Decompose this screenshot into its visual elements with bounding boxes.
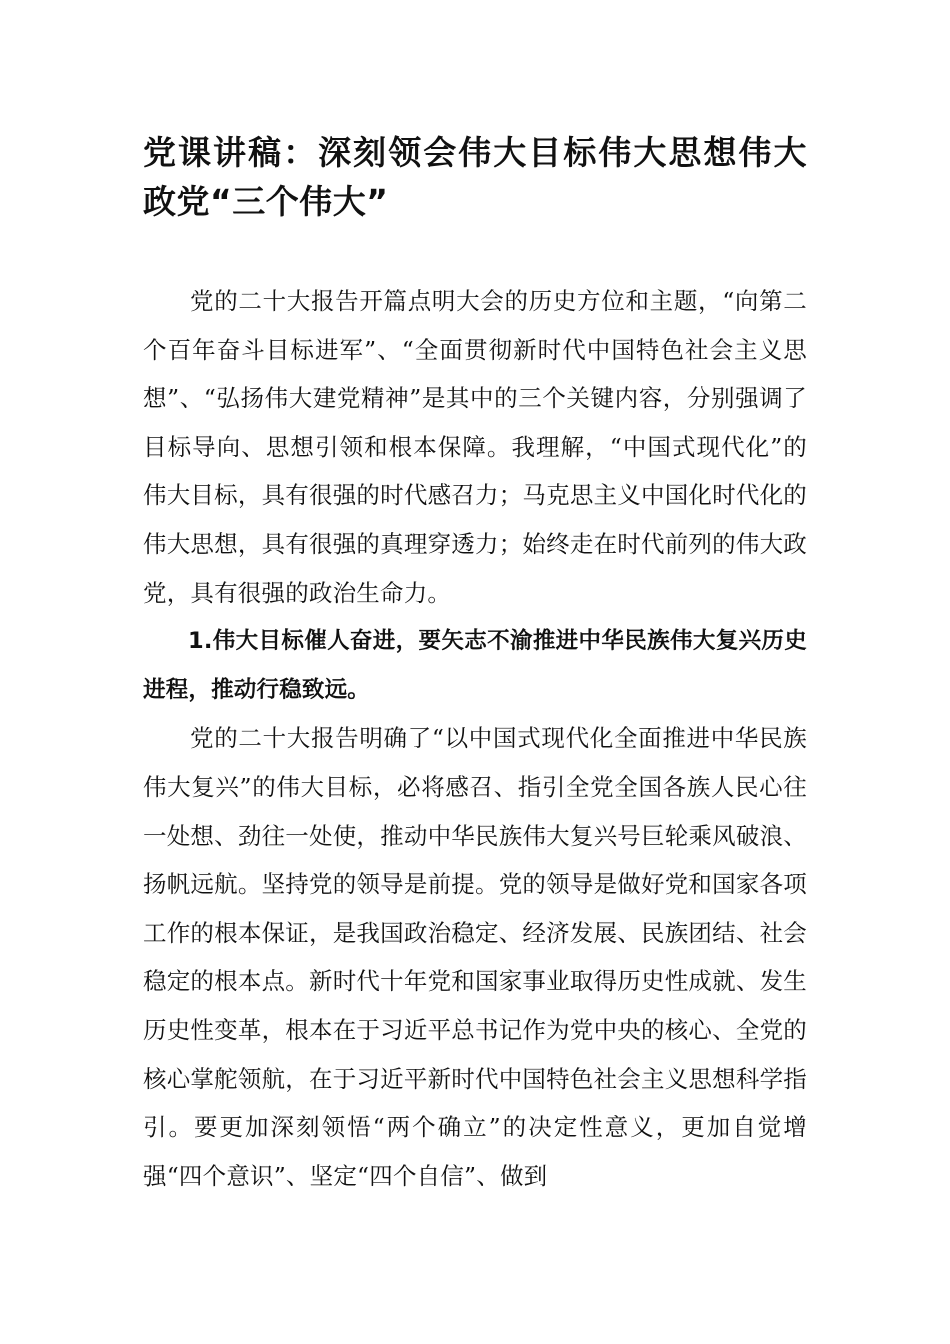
intro-paragraph: 党的二十大报告开篇点明大会的历史方位和主题，“向第二个百年奋斗目标进军”、“全面贯彻新时代中国特色社会主义思想”、“弘扬伟大建党精神”是其中的三个关键内容，分别强调了目标导向、思想引领和根本保障。我理解，“中国式现代化”的伟大目标，具有很强的时代感召力；马克思主义中国化时代化的伟大思想，具有很强的真理穿透力；始终走在时代前列的伟大政党，具有很强的政治生命力。: [143, 287, 807, 607]
document-body: [143, 277, 807, 1200]
section-1-paragraph: 党的二十大报告明确了“以中国式现代化全面推进中华民族伟大复兴”的伟大目标，必将感召、指引全党全国各族人民心往一处想、劲往一处使，推动中华民族伟大复兴号巨轮乘风破浪、扬帆远航。坚持党的领导是前提。党的领导是做好党和国家各项工作的根本保证，是我国政治稳定、经济发展、民族团结、社会稳定的根本点。新时代十年党和国家事业取得历史性成就、发生历史性变革，根本在于习近平总书记作为党中央的核心、全党的核心掌舵领航，在于习近平新时代中国特色社会主义思想科学指引。要更加深刻领悟“两个确立”的决定性意义，更加自觉增强“四个意识”、坚定“四个自信”、做到: [143, 724, 807, 1190]
document-title: 党课讲稿：深刻领会伟大目标伟大思想伟大政党“三个伟大”: [143, 133, 807, 221]
section-heading-1: 1.伟大目标催人奋进，要矢志不渝推进中华民族伟大复兴历史进程，推动行稳致远。: [143, 628, 807, 703]
